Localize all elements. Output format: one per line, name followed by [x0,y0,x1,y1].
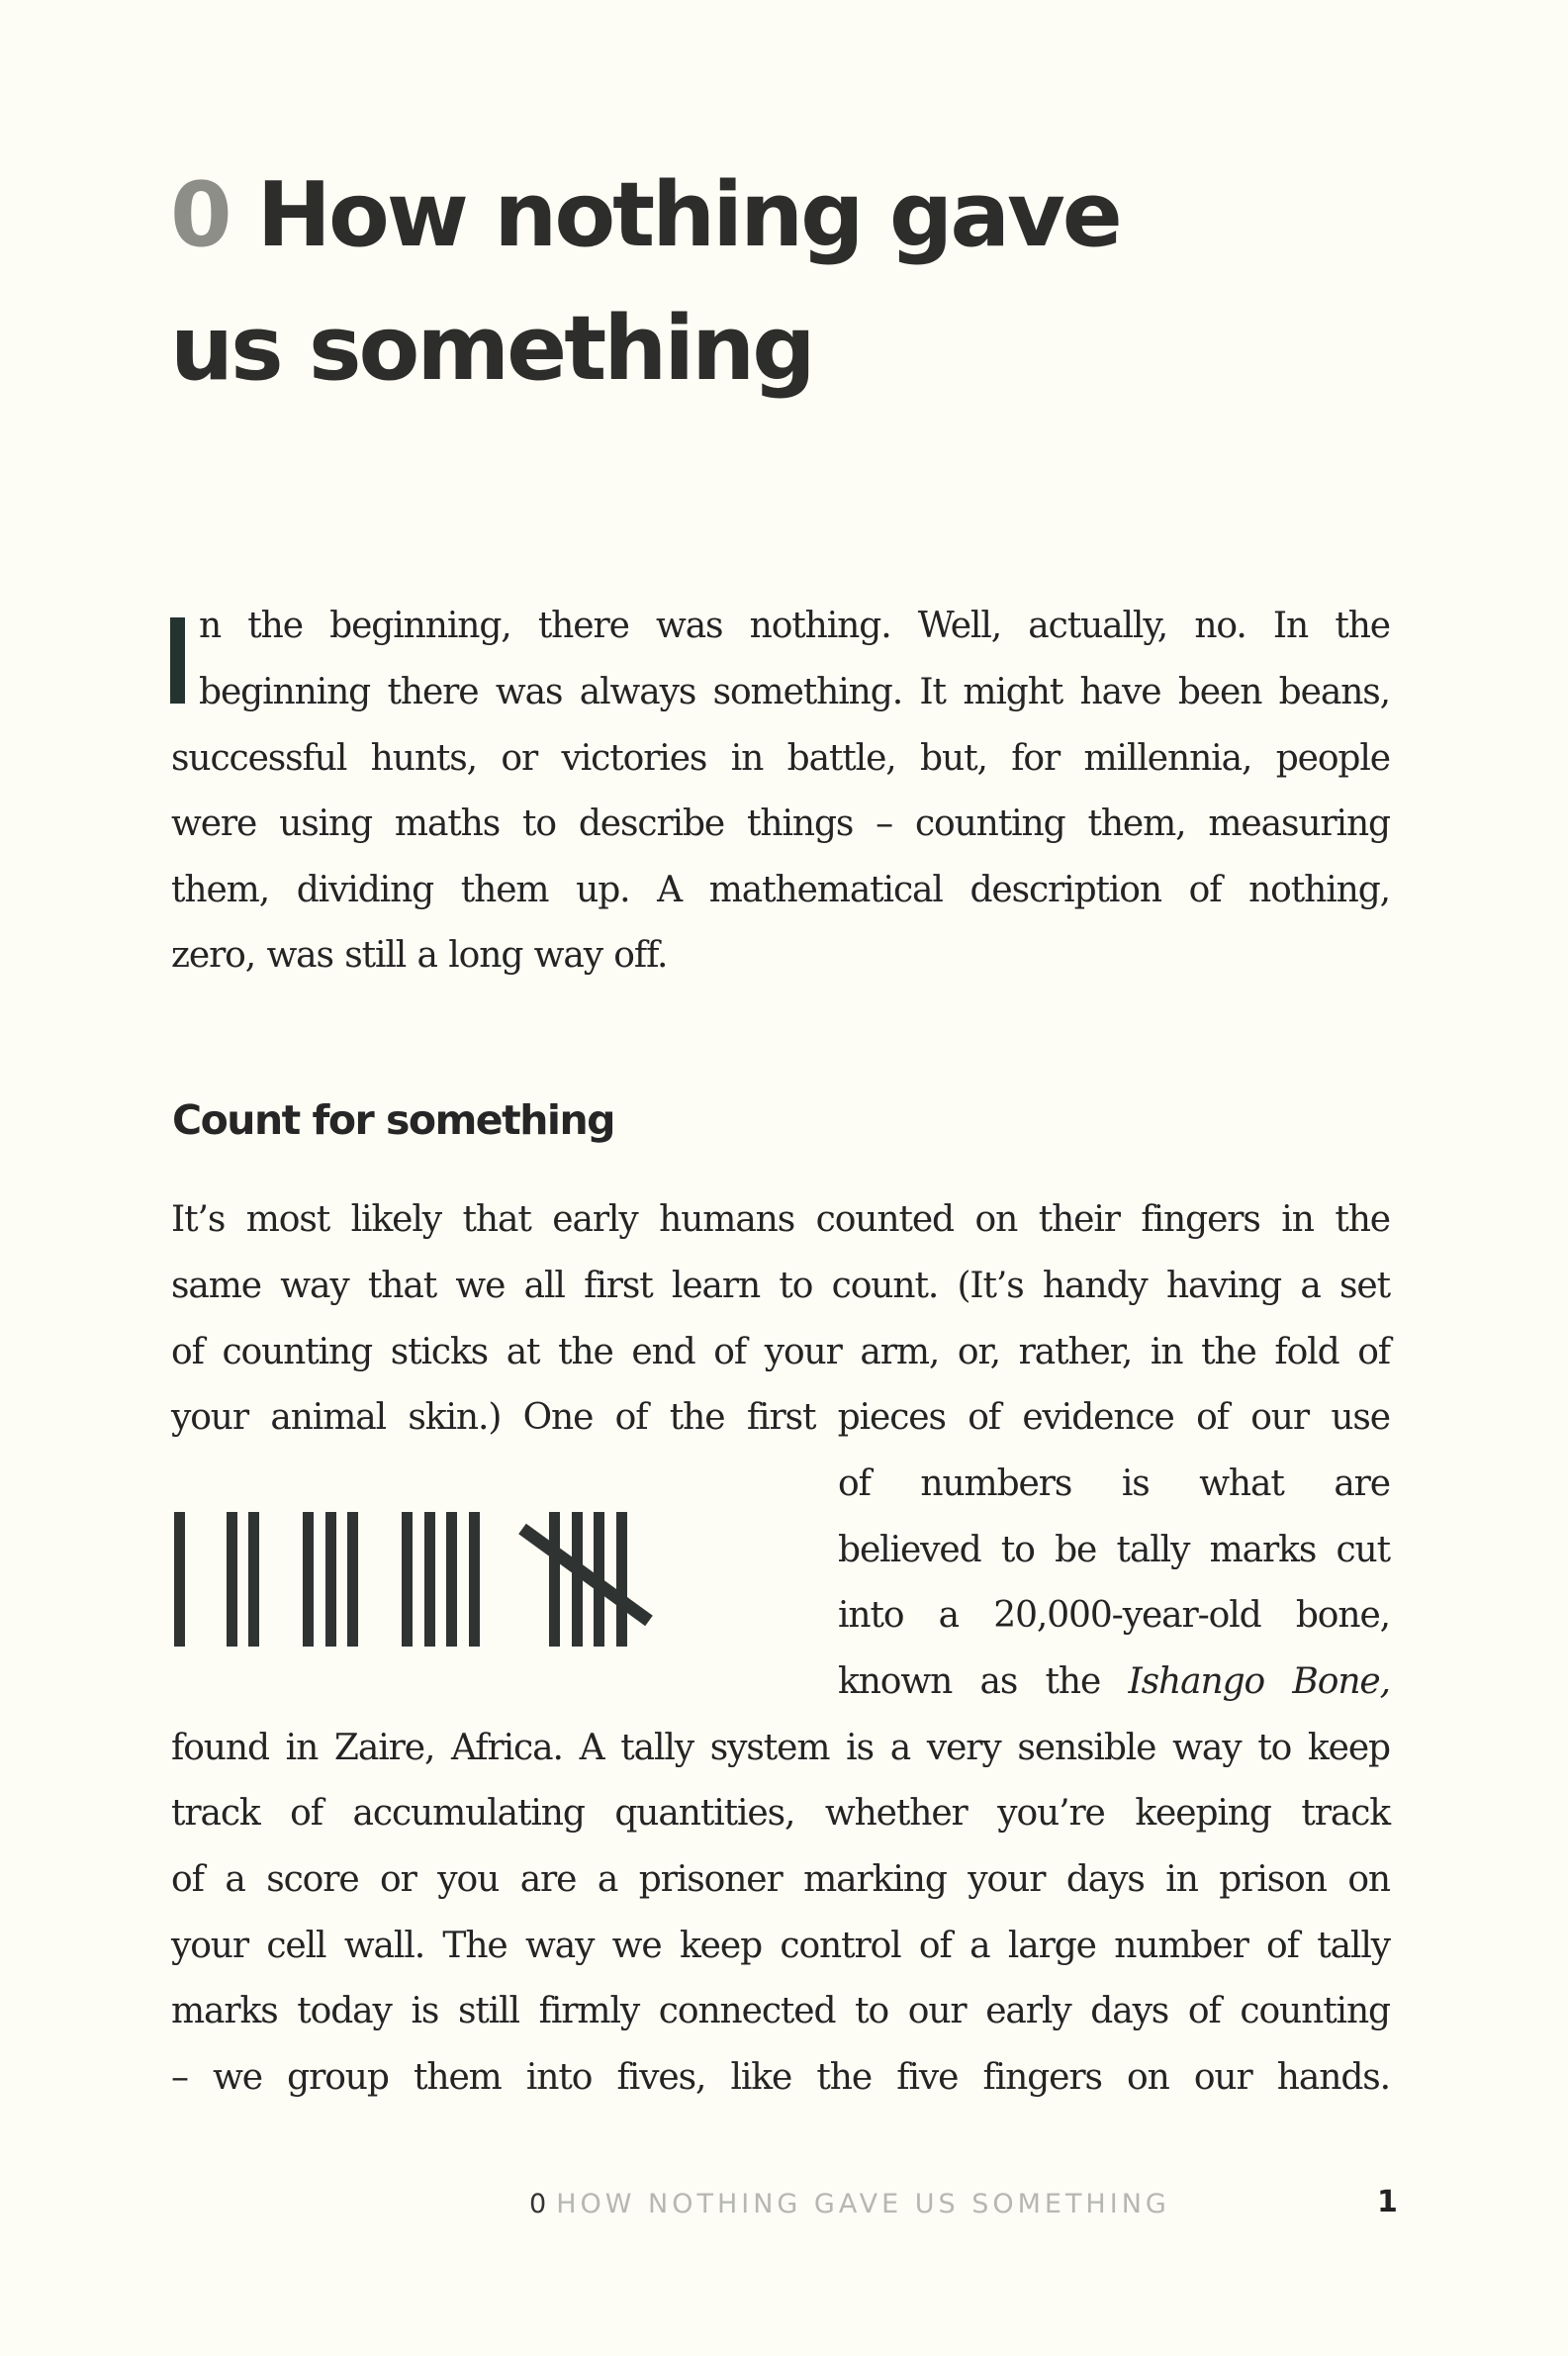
body-line: same way that we all first learn to count. (It’s handy having a set [171,1266,1390,1306]
body-line: of counting sticks at the end of your arm, or, rather, in the fold of [171,1332,1390,1372]
body-line: of a score or you are a prisoner marking your days in prison on [171,1859,1390,1900]
footer-running-title: HOW NOTHING GAVE US SOMETHING [556,2189,1170,2219]
running-footer [529,2189,1170,2219]
chapter-title [170,148,1120,416]
intro-line: n the beginning, there was nothing. Well, actually, no. In the [199,606,1390,646]
body-line: found in Zaire, Africa. A tally system is a very sensible way to keep [171,1728,1390,1768]
body-line: – we group them into fives, like the five fingers on our hands. [171,2057,1390,2098]
intro-line: were using maths to describe things – counting them, measuring [171,803,1390,844]
body-line: track of accumulating quantities, whether you’re keeping track [171,1793,1390,1834]
intro-line: successful hunts, or victories in battle, but, for millennia, people [171,738,1390,779]
chapter-title-line-1: 0 How nothing gave [170,163,1120,267]
section-heading: Count for something [172,1096,614,1144]
tally-marks-icon [174,1512,649,1647]
body-line-beside-figure: known as the Ishango Bone, [838,1661,1390,1702]
body-line: your cell wall. The way we keep control of a large number of tally [171,1926,1390,1966]
page-number: 1 [1377,2185,1398,2219]
body-line-beside-figure: believed to be tally marks cut [838,1530,1390,1570]
tally-marks-figure [158,1484,673,1672]
intro-line: them, dividing them up. A mathematical description of nothing, [171,870,1390,910]
drop-cap-i [170,617,185,704]
body-line-beside-figure: of numbers is what are [838,1463,1390,1504]
intro-line: beginning there was always something. It might have been beans, [199,672,1390,712]
ishango-bone-term: Ishango Bone, [1128,1661,1390,1702]
intro-line: zero, was still a long way off. [171,935,668,976]
chapter-number: 0 [170,163,230,267]
body-line-beside-figure: into a 20,000-year-old bone, [838,1595,1390,1636]
footer-chapter-number: 0 [529,2189,547,2219]
body-line: your animal skin.) One of the first pieces of evidence of our use [171,1397,1390,1438]
chapter-title-line-2: us something [170,297,813,401]
body-line: marks today is still firmly connected to our early days of counting [171,1991,1390,2031]
body-line: It’s most likely that early humans counted on their fingers in the [171,1199,1390,1240]
